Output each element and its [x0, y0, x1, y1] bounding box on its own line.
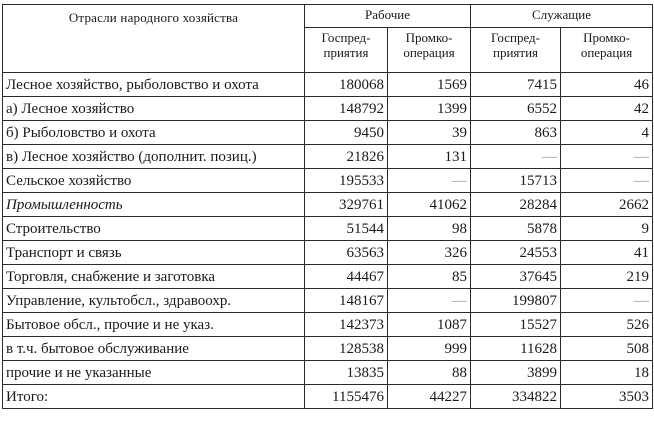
row-label: а) Лесное хозяйство — [3, 97, 305, 121]
table-row — [3, 361, 653, 385]
table-row — [3, 145, 653, 169]
cell-workers-cooperation: 41062 — [388, 193, 471, 217]
row-label: Лесное хозяйство, рыболовство и охота — [3, 73, 305, 97]
cell-employees-enterprises: 28284 — [471, 193, 561, 217]
cell-workers-cooperation: 999 — [388, 337, 471, 361]
row-label: Бытовое обсл., прочие и не указ. — [3, 313, 305, 337]
cell-workers-cooperation: 326 — [388, 241, 471, 265]
row-label: Управление, культобсл., здравоохр. — [3, 289, 305, 313]
table-row — [3, 73, 653, 97]
cell-employees-cooperation: 18 — [561, 361, 653, 385]
cell-workers-enterprises: 13835 — [305, 361, 388, 385]
cell-workers-enterprises: 180068 — [305, 73, 388, 97]
cell-employees-cooperation: 526 — [561, 313, 653, 337]
cell-workers-cooperation: 88 — [388, 361, 471, 385]
cell-workers-cooperation: 85 — [388, 265, 471, 289]
row-label: в) Лесное хозяйство (дополнит. позиц.) — [3, 145, 305, 169]
header-workers-cooperation: Промко- операция — [388, 28, 471, 73]
cell-employees-cooperation: — — [561, 169, 653, 193]
cell-employees-cooperation: — — [561, 289, 653, 313]
cell-employees-enterprises: 24553 — [471, 241, 561, 265]
cell-workers-enterprises: 1155476 — [305, 385, 388, 409]
header-workers-enterprises: Госпред- приятия — [305, 28, 388, 73]
cell-employees-enterprises: 6552 — [471, 97, 561, 121]
table-row — [3, 289, 653, 313]
statistics-table — [2, 4, 653, 409]
row-label: прочие и не указанные — [3, 361, 305, 385]
cell-employees-cooperation: 2662 — [561, 193, 653, 217]
cell-employees-enterprises: — — [471, 145, 561, 169]
cell-employees-cooperation: 508 — [561, 337, 653, 361]
cell-employees-cooperation: 41 — [561, 241, 653, 265]
cell-workers-cooperation: 1087 — [388, 313, 471, 337]
row-label: б) Рыболовство и охота — [3, 121, 305, 145]
table-row — [3, 217, 653, 241]
header-employees-cooperation: Промко- операция — [561, 28, 653, 73]
row-label: в т.ч. бытовое обслуживание — [3, 337, 305, 361]
table-header — [3, 5, 653, 73]
row-label: Торговля, снабжение и заготовка — [3, 265, 305, 289]
table-row — [3, 241, 653, 265]
row-label: Транспорт и связь — [3, 241, 305, 265]
table-row — [3, 313, 653, 337]
cell-employees-cooperation: 9 — [561, 217, 653, 241]
cell-workers-enterprises: 148167 — [305, 289, 388, 313]
cell-employees-enterprises: 7415 — [471, 73, 561, 97]
cell-workers-enterprises: 44467 — [305, 265, 388, 289]
cell-workers-cooperation: 98 — [388, 217, 471, 241]
cell-workers-enterprises: 148792 — [305, 97, 388, 121]
row-label: Итого: — [3, 385, 305, 409]
header-employees: Служащие — [471, 5, 653, 28]
cell-employees-cooperation: 219 — [561, 265, 653, 289]
cell-employees-enterprises: 11628 — [471, 337, 561, 361]
cell-workers-cooperation: — — [388, 289, 471, 313]
header-workers: Рабочие — [305, 5, 471, 28]
row-label: Сельское хозяйство — [3, 169, 305, 193]
table-row — [3, 385, 653, 409]
row-label: Строительство — [3, 217, 305, 241]
cell-employees-cooperation: 42 — [561, 97, 653, 121]
cell-employees-enterprises: 15527 — [471, 313, 561, 337]
cell-employees-enterprises: 334822 — [471, 385, 561, 409]
cell-employees-enterprises: 3899 — [471, 361, 561, 385]
cell-workers-cooperation: 1569 — [388, 73, 471, 97]
row-label: Промышленность — [3, 193, 305, 217]
table-row — [3, 121, 653, 145]
cell-workers-enterprises: 9450 — [305, 121, 388, 145]
cell-workers-cooperation: 39 — [388, 121, 471, 145]
cell-employees-cooperation: 4 — [561, 121, 653, 145]
cell-workers-cooperation: 1399 — [388, 97, 471, 121]
cell-workers-cooperation: — — [388, 169, 471, 193]
table-row — [3, 337, 653, 361]
cell-employees-cooperation: 3503 — [561, 385, 653, 409]
cell-workers-cooperation: 131 — [388, 145, 471, 169]
cell-workers-enterprises: 21826 — [305, 145, 388, 169]
cell-employees-enterprises: 199807 — [471, 289, 561, 313]
cell-employees-enterprises: 5878 — [471, 217, 561, 241]
cell-employees-cooperation: 46 — [561, 73, 653, 97]
table-row — [3, 193, 653, 217]
cell-workers-enterprises: 329761 — [305, 193, 388, 217]
table-body — [3, 73, 653, 409]
header-sectors: Отрасли народного хозяйства — [3, 5, 305, 73]
table-row — [3, 97, 653, 121]
cell-workers-enterprises: 128538 — [305, 337, 388, 361]
cell-workers-enterprises: 142373 — [305, 313, 388, 337]
cell-employees-enterprises: 863 — [471, 121, 561, 145]
cell-employees-enterprises: 37645 — [471, 265, 561, 289]
cell-workers-enterprises: 63563 — [305, 241, 388, 265]
table-row — [3, 265, 653, 289]
cell-workers-cooperation: 44227 — [388, 385, 471, 409]
cell-workers-enterprises: 51544 — [305, 217, 388, 241]
header-employees-enterprises: Госпред- приятия — [471, 28, 561, 73]
cell-employees-cooperation: — — [561, 145, 653, 169]
cell-workers-enterprises: 195533 — [305, 169, 388, 193]
cell-employees-enterprises: 15713 — [471, 169, 561, 193]
table-row — [3, 169, 653, 193]
